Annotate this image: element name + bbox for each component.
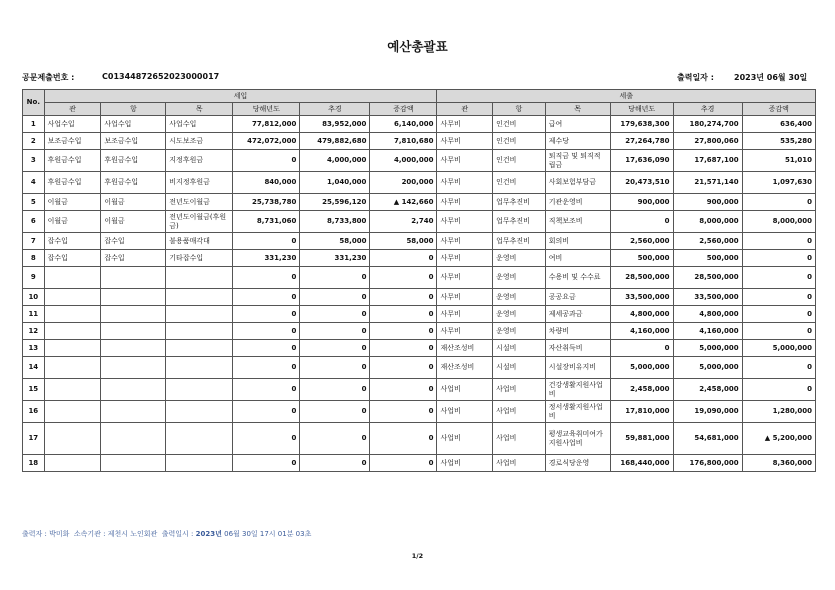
income-mok-cell: [166, 340, 233, 357]
print-time-year: 2023년: [195, 530, 222, 538]
expense-change-cell: ▲ 5,200,000: [742, 423, 815, 455]
expense-hang-cell: 시설비: [493, 357, 546, 379]
expense-change-cell: 8,360,000: [742, 455, 815, 472]
expense-mok-cell: 정서생활지원사업비: [545, 401, 610, 423]
income-supplementary-cell: 0: [300, 323, 370, 340]
income-mok-cell: [166, 455, 233, 472]
income-current-year-cell: 0: [233, 233, 300, 250]
income-supplementary-cell: 1,040,000: [300, 172, 370, 194]
income-gwan-cell: 후원금수입: [44, 150, 101, 172]
income-gwan-cell: [44, 340, 101, 357]
row-number: 12: [23, 323, 45, 340]
expense-gwan-cell: 사무비: [437, 116, 493, 133]
expense-current-year-cell: 0: [610, 340, 673, 357]
expense-current-year-cell: 2,560,000: [610, 233, 673, 250]
income-col-gwan: 관: [44, 103, 101, 116]
row-number: 6: [23, 211, 45, 233]
income-supplementary-cell: 0: [300, 357, 370, 379]
expense-hang-cell: 운영비: [493, 323, 546, 340]
expense-hang-cell: 사업비: [493, 455, 546, 472]
expense-supplementary-cell: 17,687,100: [673, 150, 742, 172]
expense-current-year-cell: 0: [610, 211, 673, 233]
income-gwan-cell: 이월금: [44, 194, 101, 211]
income-current-year-cell: 472,072,000: [233, 133, 300, 150]
income-current-year-cell: 77,812,000: [233, 116, 300, 133]
income-mok-cell: [166, 401, 233, 423]
expense-hang-cell: 인건비: [493, 172, 546, 194]
page-indicator: 1/2: [411, 552, 424, 560]
expense-gwan-cell: 재산조성비: [437, 357, 493, 379]
income-gwan-cell: [44, 306, 101, 323]
expense-current-year-cell: 179,638,300: [610, 116, 673, 133]
income-col-mok: 목: [166, 103, 233, 116]
row-number: 7: [23, 233, 45, 250]
table-row: [23, 423, 816, 455]
printer-name: 박미화: [49, 530, 70, 538]
income-hang-cell: [101, 357, 166, 379]
table-row: [23, 133, 816, 150]
expense-supplementary-cell: 28,500,000: [673, 267, 742, 289]
expense-hang-cell: 인건비: [493, 133, 546, 150]
expense-current-year-cell: 2,458,000: [610, 379, 673, 401]
income-change-cell: 4,000,000: [370, 150, 437, 172]
expense-mok-cell: 자산취득비: [545, 340, 610, 357]
income-supplementary-cell: 58,000: [300, 233, 370, 250]
expense-supplementary-cell: 8,000,000: [673, 211, 742, 233]
expense-mok-cell: 급여: [545, 116, 610, 133]
income-gwan-cell: 이월금: [44, 211, 101, 233]
income-change-cell: 0: [370, 267, 437, 289]
expense-hang-cell: 업무추진비: [493, 211, 546, 233]
expense-change-cell: 0: [742, 357, 815, 379]
table-row: [23, 172, 816, 194]
expense-gwan-cell: 사무비: [437, 172, 493, 194]
income-supplementary-cell: 4,000,000: [300, 150, 370, 172]
income-supplementary-cell: 479,882,680: [300, 133, 370, 150]
row-number: 8: [23, 250, 45, 267]
income-hang-cell: 보조금수입: [101, 133, 166, 150]
row-number: 11: [23, 306, 45, 323]
expense-supplementary-cell: 27,800,060: [673, 133, 742, 150]
expense-mok-cell: 사회보험부담금: [545, 172, 610, 194]
expense-change-cell: 0: [742, 379, 815, 401]
income-mok-cell: [166, 357, 233, 379]
expense-current-year-cell: 4,160,000: [610, 323, 673, 340]
table-row: [23, 289, 816, 306]
no-header: No.: [23, 90, 45, 116]
income-change-cell: 0: [370, 340, 437, 357]
expense-mok-cell: 시설장비유지비: [545, 357, 610, 379]
expense-supplementary-cell: 33,500,000: [673, 289, 742, 306]
income-mok-cell: 불용품매각대: [166, 233, 233, 250]
income-change-cell: 58,000: [370, 233, 437, 250]
income-gwan-cell: [44, 455, 101, 472]
expense-gwan-cell: 사무비: [437, 267, 493, 289]
expense-gwan-cell: 사업비: [437, 455, 493, 472]
income-hang-cell: 후원금수입: [101, 150, 166, 172]
income-mok-cell: 전년도이월금: [166, 194, 233, 211]
income-current-year-cell: 840,000: [233, 172, 300, 194]
expense-mok-cell: 공공요금: [545, 289, 610, 306]
expense-mok-cell: 제세공과금: [545, 306, 610, 323]
expense-change-cell: 0: [742, 323, 815, 340]
table-row: [23, 323, 816, 340]
income-mok-cell: [166, 323, 233, 340]
submit-number-label: 공문제출번호 :: [22, 73, 75, 82]
expense-hang-cell: 운영비: [493, 289, 546, 306]
expense-mok-cell: 수용비 및 수수료: [545, 267, 610, 289]
expense-gwan-cell: 사무비: [437, 133, 493, 150]
income-change-cell: 0: [370, 323, 437, 340]
income-mok-cell: 지정후원금: [166, 150, 233, 172]
income-mok-cell: [166, 289, 233, 306]
expense-col-supplementary: 추경: [673, 103, 742, 116]
budget-summary-table: [22, 89, 816, 472]
expense-change-cell: 1,280,000: [742, 401, 815, 423]
income-gwan-cell: 사업수입: [44, 116, 101, 133]
table-row: [23, 401, 816, 423]
income-hang-cell: [101, 306, 166, 323]
income-mok-cell: 시도보조금: [166, 133, 233, 150]
income-gwan-cell: 후원금수입: [44, 172, 101, 194]
table-row: [23, 233, 816, 250]
income-gwan-cell: 잡수입: [44, 250, 101, 267]
expense-mok-cell: 기관운영비: [545, 194, 610, 211]
expense-supplementary-cell: 176,800,000: [673, 455, 742, 472]
expense-change-cell: 636,400: [742, 116, 815, 133]
expense-supplementary-cell: 19,090,000: [673, 401, 742, 423]
income-current-year-cell: 0: [233, 379, 300, 401]
expense-gwan-cell: 사무비: [437, 250, 493, 267]
income-supplementary-cell: 0: [300, 306, 370, 323]
income-hang-cell: [101, 401, 166, 423]
print-footer: [22, 529, 311, 539]
income-current-year-cell: 25,738,780: [233, 194, 300, 211]
expense-supplementary-cell: 21,571,140: [673, 172, 742, 194]
table-row: [23, 306, 816, 323]
income-supplementary-cell: 83,952,000: [300, 116, 370, 133]
expense-current-year-cell: 28,500,000: [610, 267, 673, 289]
income-mok-cell: 비지정후원금: [166, 172, 233, 194]
expense-supplementary-cell: 5,000,000: [673, 340, 742, 357]
table-row: [23, 357, 816, 379]
row-number: 2: [23, 133, 45, 150]
table-row: [23, 116, 816, 133]
expense-mok-cell: 차량비: [545, 323, 610, 340]
table-row: [23, 194, 816, 211]
table-row: [23, 340, 816, 357]
expense-hang-cell: 사업비: [493, 401, 546, 423]
document-title: 예산총괄표: [387, 39, 448, 54]
expense-change-cell: 0: [742, 194, 815, 211]
expense-supplementary-cell: 180,274,700: [673, 116, 742, 133]
income-supplementary-cell: 331,230: [300, 250, 370, 267]
expense-supplementary-cell: 2,458,000: [673, 379, 742, 401]
expense-change-cell: 51,010: [742, 150, 815, 172]
income-change-cell: 0: [370, 357, 437, 379]
income-gwan-cell: [44, 323, 101, 340]
income-supplementary-cell: 0: [300, 401, 370, 423]
expense-change-cell: 8,000,000: [742, 211, 815, 233]
income-hang-cell: 후원금수입: [101, 172, 166, 194]
income-hang-cell: 사업수입: [101, 116, 166, 133]
income-change-cell: 7,810,680: [370, 133, 437, 150]
income-current-year-cell: 0: [233, 323, 300, 340]
row-number: 16: [23, 401, 45, 423]
income-current-year-cell: 0: [233, 357, 300, 379]
expense-current-year-cell: 4,800,000: [610, 306, 673, 323]
income-mok-cell: [166, 306, 233, 323]
income-supplementary-cell: 0: [300, 267, 370, 289]
expense-change-cell: 0: [742, 233, 815, 250]
row-number: 18: [23, 455, 45, 472]
expense-col-hang: 항: [493, 103, 546, 116]
expense-col-gwan: 관: [437, 103, 493, 116]
expense-hang-cell: 사업비: [493, 379, 546, 401]
income-gwan-cell: 잡수입: [44, 233, 101, 250]
table-row: [23, 250, 816, 267]
income-change-cell: 2,740: [370, 211, 437, 233]
table-row: [23, 455, 816, 472]
print-time-label: 출력일시 :: [161, 530, 194, 538]
income-mok-cell: 기타잡수입: [166, 250, 233, 267]
income-hang-cell: 이월금: [101, 194, 166, 211]
expense-gwan-cell: 사무비: [437, 233, 493, 250]
expense-mok-cell: 경로식당운영: [545, 455, 610, 472]
income-hang-cell: [101, 289, 166, 306]
expense-gwan-cell: 사업비: [437, 423, 493, 455]
expense-col-current-year: 당해년도: [610, 103, 673, 116]
expense-change-cell: 1,097,630: [742, 172, 815, 194]
row-number: 5: [23, 194, 45, 211]
expense-hang-cell: 운영비: [493, 306, 546, 323]
income-hang-cell: [101, 423, 166, 455]
income-hang-cell: [101, 267, 166, 289]
income-hang-cell: [101, 340, 166, 357]
expense-current-year-cell: 20,473,510: [610, 172, 673, 194]
expense-change-cell: 0: [742, 306, 815, 323]
income-change-cell: 200,000: [370, 172, 437, 194]
expense-current-year-cell: 17,636,090: [610, 150, 673, 172]
income-gwan-cell: 보조금수입: [44, 133, 101, 150]
income-gwan-cell: [44, 357, 101, 379]
income-change-cell: 0: [370, 423, 437, 455]
row-number: 15: [23, 379, 45, 401]
expense-current-year-cell: 33,500,000: [610, 289, 673, 306]
income-gwan-cell: [44, 379, 101, 401]
print-date-value: 2023년 06월 30일: [734, 73, 808, 82]
expense-current-year-cell: 59,881,000: [610, 423, 673, 455]
org-label: 소속기관 :: [73, 530, 106, 538]
expense-supplementary-cell: 500,000: [673, 250, 742, 267]
expense-mok-cell: 평생교육취미여가지원사업비: [545, 423, 610, 455]
row-number: 9: [23, 267, 45, 289]
income-hang-cell: [101, 323, 166, 340]
income-current-year-cell: 0: [233, 340, 300, 357]
income-current-year-cell: 0: [233, 455, 300, 472]
income-gwan-cell: [44, 289, 101, 306]
expense-supplementary-cell: 2,560,000: [673, 233, 742, 250]
expense-current-year-cell: 500,000: [610, 250, 673, 267]
expense-hang-cell: 시설비: [493, 340, 546, 357]
org-name: 제천시 노인회관: [107, 530, 158, 538]
income-change-cell: 0: [370, 289, 437, 306]
income-col-supplementary: 추경: [300, 103, 370, 116]
income-change-cell: 6,140,000: [370, 116, 437, 133]
income-current-year-cell: 0: [233, 306, 300, 323]
expense-hang-cell: 업무추진비: [493, 233, 546, 250]
row-number: 3: [23, 150, 45, 172]
income-supplementary-cell: 0: [300, 423, 370, 455]
document-meta: [22, 72, 815, 84]
expense-hang-cell: 업무추진비: [493, 194, 546, 211]
income-mok-cell: 사업수입: [166, 116, 233, 133]
income-change-cell: 0: [370, 455, 437, 472]
expense-gwan-cell: 사업비: [437, 401, 493, 423]
expense-hang-cell: 인건비: [493, 116, 546, 133]
income-supplementary-cell: 25,596,120: [300, 194, 370, 211]
income-mok-cell: 전년도이월금(후원금): [166, 211, 233, 233]
expense-change-cell: 535,280: [742, 133, 815, 150]
submit-number-value: C01344872652023000017: [102, 72, 220, 81]
expense-gwan-cell: 사무비: [437, 211, 493, 233]
expense-col-change: 증감액: [742, 103, 815, 116]
income-current-year-cell: 0: [233, 423, 300, 455]
expense-hang-cell: 운영비: [493, 267, 546, 289]
expense-gwan-cell: 사무비: [437, 323, 493, 340]
expense-supplementary-cell: 4,800,000: [673, 306, 742, 323]
row-number: 13: [23, 340, 45, 357]
income-change-cell: 0: [370, 401, 437, 423]
income-change-cell: ▲ 142,660: [370, 194, 437, 211]
row-number: 1: [23, 116, 45, 133]
income-mok-cell: [166, 423, 233, 455]
income-current-year-cell: 0: [233, 289, 300, 306]
table-row: [23, 150, 816, 172]
income-hang-cell: [101, 379, 166, 401]
expense-current-year-cell: 5,000,000: [610, 357, 673, 379]
expense-gwan-cell: 사무비: [437, 306, 493, 323]
income-mok-cell: [166, 379, 233, 401]
column-header-row: [23, 103, 816, 116]
income-supplementary-cell: 0: [300, 455, 370, 472]
expense-supplementary-cell: 4,160,000: [673, 323, 742, 340]
income-change-cell: 0: [370, 306, 437, 323]
income-current-year-cell: 0: [233, 401, 300, 423]
income-current-year-cell: 8,731,060: [233, 211, 300, 233]
income-supplementary-cell: 0: [300, 289, 370, 306]
expense-gwan-cell: 재산조성비: [437, 340, 493, 357]
expense-gwan-cell: 사무비: [437, 150, 493, 172]
expense-mok-cell: 건강생활지원사업비: [545, 379, 610, 401]
expense-supplementary-cell: 54,681,000: [673, 423, 742, 455]
expense-change-cell: 0: [742, 267, 815, 289]
income-current-year-cell: 0: [233, 150, 300, 172]
expense-mok-cell: 퇴직금 및 퇴직적립금: [545, 150, 610, 172]
expense-mok-cell: 제수당: [545, 133, 610, 150]
income-col-hang: 항: [101, 103, 166, 116]
income-change-cell: 0: [370, 379, 437, 401]
table-row: [23, 267, 816, 289]
expense-mok-cell: 회의비: [545, 233, 610, 250]
print-date-label: 출력일자 :: [677, 73, 714, 82]
income-current-year-cell: 331,230: [233, 250, 300, 267]
print-time-rest: 06월 30일 17시 01분 03초: [224, 530, 312, 538]
income-gwan-cell: [44, 423, 101, 455]
income-hang-cell: [101, 455, 166, 472]
expense-hang-cell: 운영비: [493, 250, 546, 267]
income-col-change: 증감액: [370, 103, 437, 116]
expense-gwan-cell: 사무비: [437, 194, 493, 211]
expense-hang-cell: 사업비: [493, 423, 546, 455]
expense-gwan-cell: 사업비: [437, 379, 493, 401]
row-number: 14: [23, 357, 45, 379]
income-change-cell: 0: [370, 250, 437, 267]
income-hang-cell: 이월금: [101, 211, 166, 233]
expense-change-cell: 0: [742, 250, 815, 267]
expense-col-mok: 목: [545, 103, 610, 116]
expense-mok-cell: 직책보조비: [545, 211, 610, 233]
income-hang-cell: 잡수입: [101, 250, 166, 267]
expense-supplementary-cell: 900,000: [673, 194, 742, 211]
table-row: [23, 379, 816, 401]
expense-gwan-cell: 사무비: [437, 289, 493, 306]
income-supplementary-cell: 0: [300, 379, 370, 401]
income-hang-cell: 잡수입: [101, 233, 166, 250]
expense-change-cell: 5,000,000: [742, 340, 815, 357]
expense-hang-cell: 인건비: [493, 150, 546, 172]
row-number: 4: [23, 172, 45, 194]
expense-current-year-cell: 17,810,000: [610, 401, 673, 423]
income-gwan-cell: [44, 401, 101, 423]
income-gwan-cell: [44, 267, 101, 289]
expense-current-year-cell: 900,000: [610, 194, 673, 211]
expense-change-cell: 0: [742, 289, 815, 306]
income-header: 세입: [44, 90, 437, 103]
income-supplementary-cell: 8,733,800: [300, 211, 370, 233]
expense-supplementary-cell: 5,000,000: [673, 357, 742, 379]
row-number: 17: [23, 423, 45, 455]
table-row: [23, 211, 816, 233]
income-col-current-year: 당해년도: [233, 103, 300, 116]
printer-label: 출력자 :: [22, 530, 47, 538]
income-supplementary-cell: 0: [300, 340, 370, 357]
row-number: 10: [23, 289, 45, 306]
income-mok-cell: [166, 267, 233, 289]
expense-header: 세출: [437, 90, 816, 103]
expense-current-year-cell: 168,440,000: [610, 455, 673, 472]
expense-mok-cell: 여비: [545, 250, 610, 267]
expense-current-year-cell: 27,264,780: [610, 133, 673, 150]
income-current-year-cell: 0: [233, 267, 300, 289]
